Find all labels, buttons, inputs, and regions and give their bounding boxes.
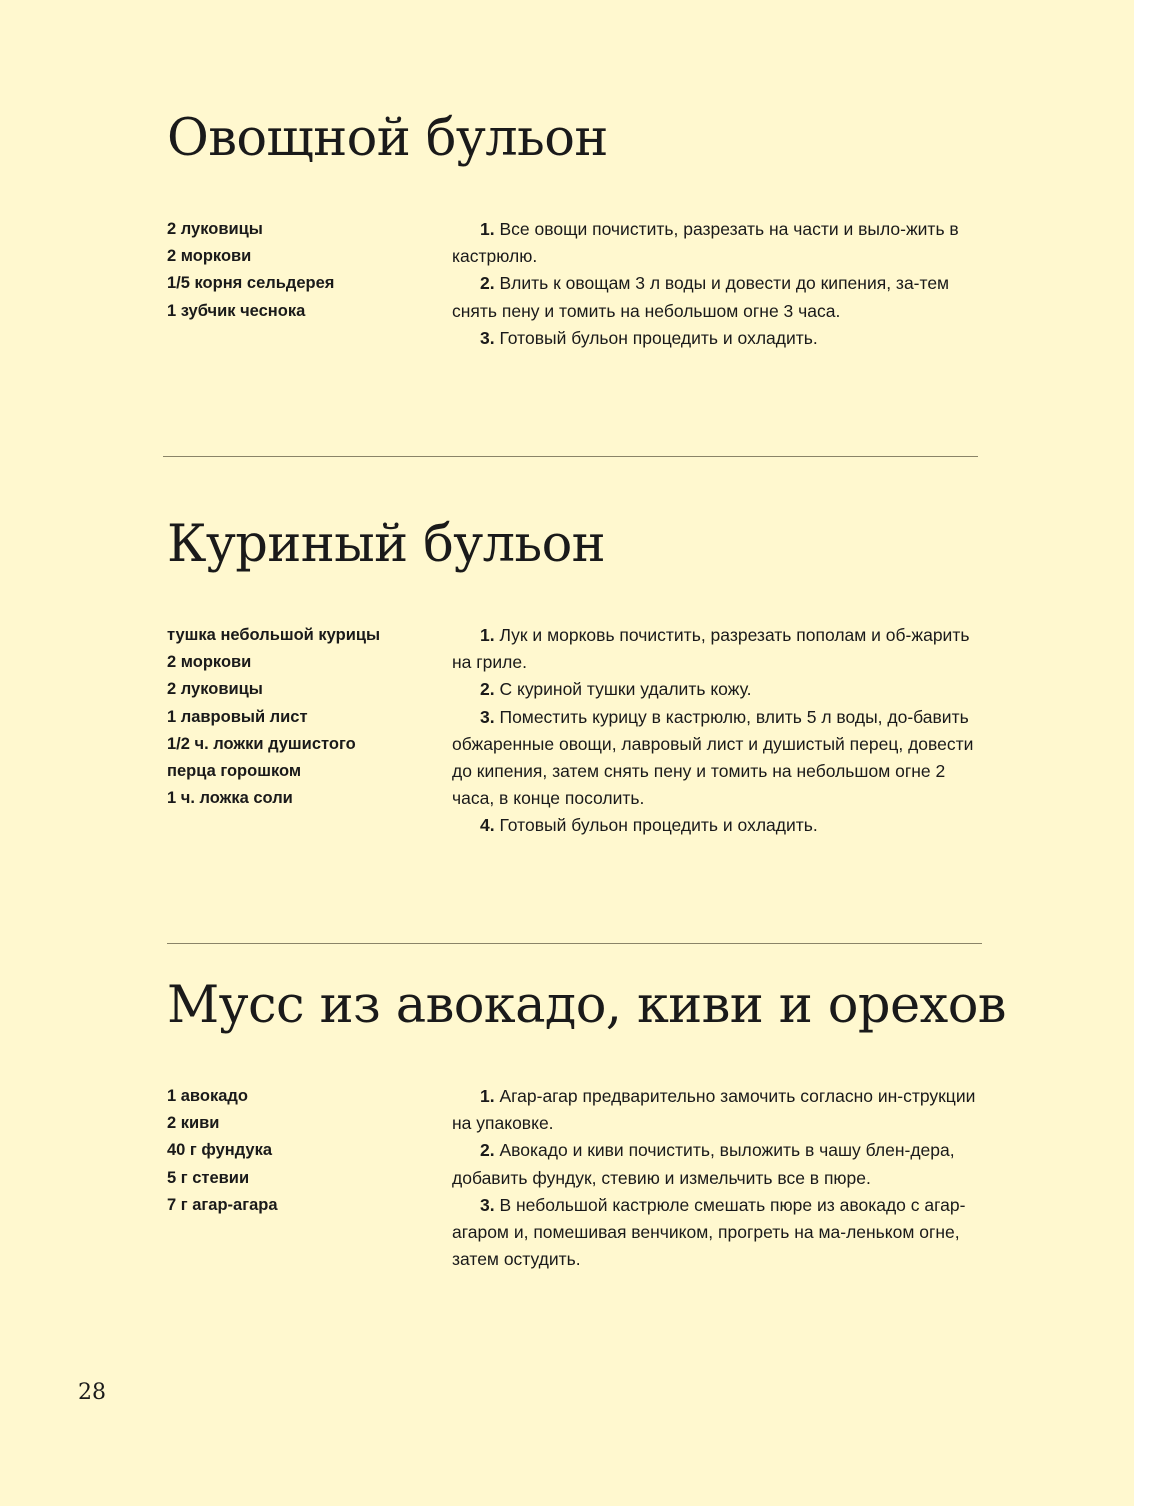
ingredients-list <box>167 622 437 812</box>
step-number: 4. <box>480 815 495 836</box>
ingredient-item: 2 луковицы <box>167 220 263 238</box>
steps-list <box>452 1083 979 1273</box>
step-text: Готовый бульон процедить и охладить. <box>499 327 818 348</box>
ingredient-item: 1 лавровый лист <box>167 707 308 726</box>
ingredient-item: 2 моркови <box>167 653 252 672</box>
step-text: Агар-агар предварительно замочить согласно ин-струкции на упаковке. <box>452 1086 976 1134</box>
step-item <box>452 622 979 676</box>
page-number: 28 <box>78 1380 106 1405</box>
recipe-chicken-broth <box>167 513 979 922</box>
ingredients-list <box>167 1083 437 1219</box>
step-text: Влить к овощам 3 л воды и довести до кипения, за-тем снять пену и томить на небольшом огне 3 часа. <box>452 273 950 321</box>
recipe-body <box>167 622 979 922</box>
step-item <box>452 1083 979 1137</box>
step-text: Поместить курицу в кастрюлю, влить 5 л воды, до-бавить обжаренные овощи, лавровый лист и душистый перец, довести до кипения, затем снять пену и томить на небольшом огне 2 часа, в конце посолить. <box>452 706 974 809</box>
step-text: В небольшой кастрюле смешать пюре из авокадо с агар-агаром и, помешивая венчиком, прогреть на ма-леньком огне, затем остудить. <box>452 1194 966 1270</box>
step-item <box>452 325 979 352</box>
ingredient-item: 2 моркови <box>167 247 252 266</box>
step-number: 1. <box>480 625 495 645</box>
ingredient-item: 7 г агар-агара <box>167 1195 278 1214</box>
ingredient-item: 1/2 ч. ложки душистого перца горошком <box>167 734 356 781</box>
step-item <box>452 704 979 813</box>
ingredients-list <box>167 216 437 325</box>
recipe-title: Овощной бульон <box>167 109 608 168</box>
recipe-vegetable-broth <box>167 107 979 516</box>
step-number: 1. <box>480 219 495 239</box>
step-number: 3. <box>480 327 495 348</box>
recipe-title: Мусс из авокадо, киви и орехов <box>167 976 1006 1035</box>
recipe-body <box>167 1083 979 1383</box>
section-divider <box>167 943 982 944</box>
step-item <box>452 676 979 703</box>
ingredient-item: 1 зубчик чеснока <box>167 301 306 320</box>
step-number: 2. <box>480 273 495 294</box>
ingredient-item: 2 киви <box>167 1114 220 1133</box>
step-item <box>452 1137 979 1191</box>
step-text: С куриной тушки удалить кожу. <box>499 679 752 700</box>
recipe-title: Куриный бульон <box>167 515 606 574</box>
step-number: 3. <box>480 706 495 727</box>
step-text: Авокадо и киви почистить, выложить в чашу блен-дера, добавить фундук, стевию и измельчить все в пюре. <box>452 1140 955 1188</box>
ingredient-item: 40 г фундука <box>167 1141 273 1160</box>
step-item <box>452 1192 979 1274</box>
section-divider <box>163 456 978 457</box>
step-item <box>452 812 979 839</box>
steps-list <box>452 622 979 840</box>
step-text: Готовый бульон процедить и охладить. <box>499 815 818 836</box>
step-text: Лук и морковь почистить, разрезать пополам и об-жарить на гриле. <box>452 625 970 673</box>
step-number: 2. <box>480 679 495 700</box>
recipe-avocado-mousse <box>167 974 1006 1383</box>
step-number: 1. <box>480 1086 495 1106</box>
ingredient-item: 1/5 корня сельдерея <box>167 274 335 293</box>
step-item <box>452 216 979 270</box>
ingredient-item: 1 ч. ложка соли <box>167 789 293 808</box>
step-number: 2. <box>480 1140 495 1161</box>
step-number: 3. <box>480 1194 495 1215</box>
ingredient-item: 5 г стевии <box>167 1168 250 1187</box>
step-text: Все овощи почистить, разрезать на части и выло-жить в кастрюлю. <box>452 219 959 267</box>
steps-list <box>452 216 979 352</box>
ingredient-item: 2 луковицы <box>167 680 263 699</box>
ingredient-item: 1 авокадо <box>167 1087 248 1105</box>
recipe-body <box>167 216 979 516</box>
ingredient-item: тушка небольшой курицы <box>167 626 381 644</box>
step-item <box>452 270 979 324</box>
